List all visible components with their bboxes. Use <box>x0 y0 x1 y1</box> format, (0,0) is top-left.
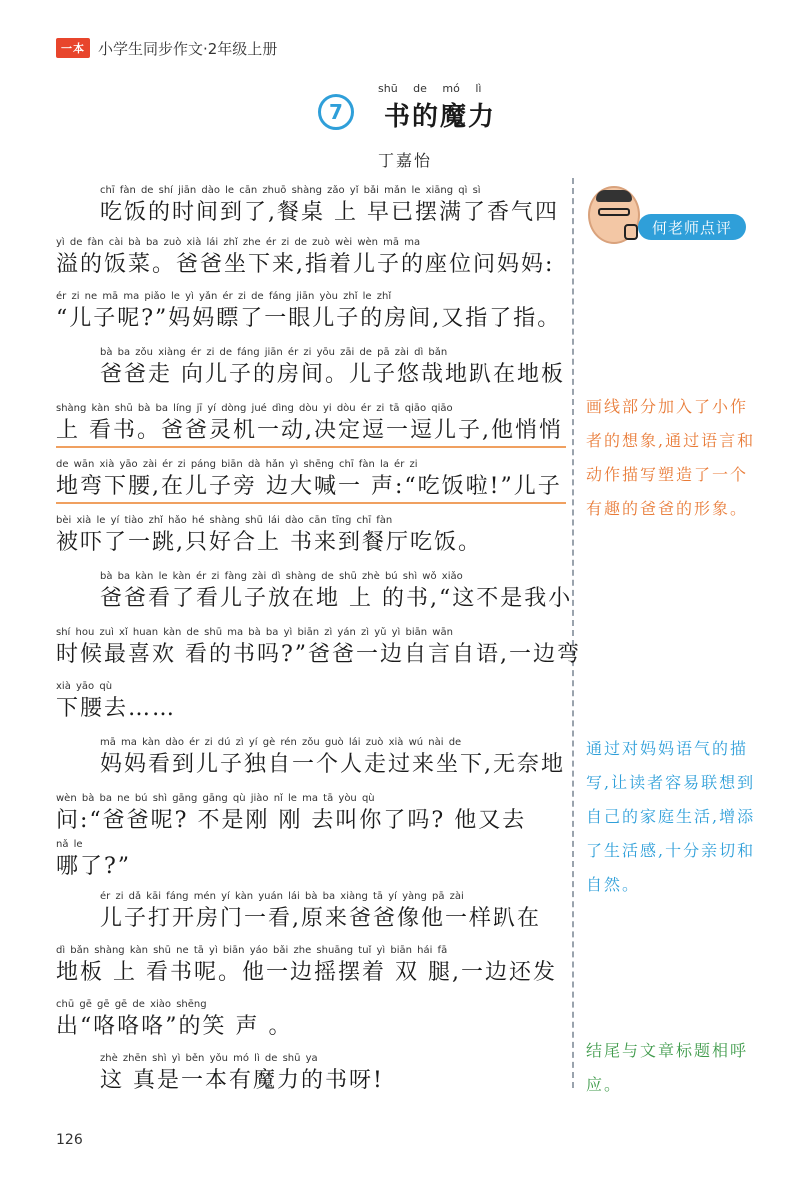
avatar-glasses <box>598 208 630 216</box>
hanzi-row: 爸爸看了看儿子放在地 上 的书,“这不是我小 <box>100 586 573 611</box>
hanzi-row: “儿子呢?”妈妈瞟了一眼儿子的房间,又指了指。 <box>56 306 562 331</box>
text-line <box>56 944 566 988</box>
essay-number: 7 <box>318 94 354 130</box>
hanzi-row: 被吓了一跳,只好合上 书来到餐厅吃饭。 <box>56 530 482 555</box>
pinyin-row: zhè zhēn shì yì běn yǒu mó lì de shū ya <box>100 1053 318 1064</box>
hanzi-row: 儿子打开房门一看,原来爸爸像他一样趴在 <box>100 906 541 931</box>
text-line <box>56 402 566 448</box>
pinyin-row: de wān xià yāo zài ér zi páng biān dà hǎn yì shēng chī fàn la ér zi <box>56 459 418 470</box>
hanzi-row-underlined: 上 看书。爸爸灵机一动,决定逗一逗儿子,他悄悄 <box>56 416 566 448</box>
text-line <box>56 514 566 558</box>
text-line <box>56 458 566 504</box>
teacher-avatar <box>588 186 640 244</box>
pinyin-row: chū gē gē gē de xiào shēng <box>56 999 207 1010</box>
comment-imagination: 画线部分加入了小作者的想象,通过语言和动作描写塑造了一个有趣的爸爸的形象。 <box>586 397 756 518</box>
pinyin-row: wèn bà ba ne bú shì gāng gāng qù jiào nǐ le ma tā yòu qù <box>56 793 375 804</box>
hanzi-row: 溢的饭菜。爸爸坐下来,指着儿子的座位问妈妈: <box>56 252 555 277</box>
pinyin-row: shí hou zuì xǐ huan kàn de shū ma bà ba yì biān zì yán zì yǔ yì biān wān <box>56 627 453 638</box>
pinyin-row: ér zi dǎ kāi fáng mén yí kàn yuán lái bà ba xiàng tā yí yàng pā zài <box>100 891 464 902</box>
avatar-hair <box>596 190 632 202</box>
text-line <box>56 184 566 228</box>
hanzi-row: 问:“爸爸呢? 不是刚 刚 去叫你了吗? 他又去 <box>56 808 527 833</box>
pinyin-row: dì bǎn shàng kàn shū ne tā yì biān yáo bǎi zhe shuāng tuǐ yì biān hái fā <box>56 945 448 956</box>
comment-ending: 结尾与文章标题相呼应。 <box>586 1041 749 1094</box>
hanzi-row: 这 真是一本有魔力的书呀! <box>100 1068 384 1093</box>
text-line <box>56 680 566 724</box>
essay-title-block <box>0 82 800 142</box>
text-line <box>56 236 566 280</box>
pinyin-row: shàng kàn shū bà ba líng jī yí dòng jué dìng dòu yi dòu ér zi tā qiāo qiāo <box>56 403 453 414</box>
teacher-review-badge: 何老师点评 <box>638 214 746 240</box>
essay-title: 书的魔力 <box>384 102 497 132</box>
pinyin-row: chī fàn de shí jiān dào le cān zhuō shàng zǎo yǐ bǎi mǎn le xiāng qì sì <box>100 185 481 196</box>
text-line <box>56 998 566 1042</box>
author-name: 丁嘉怡 <box>378 151 433 170</box>
pinyin-row: bà ba zǒu xiàng ér zi de fáng jiān ér zi yōu zāi de pā zài dì bǎn <box>100 347 448 358</box>
hanzi-row: 爸爸走 向儿子的房间。儿子悠哉地趴在地板 <box>100 362 565 387</box>
page-number: 126 <box>56 1132 83 1148</box>
pinyin-row: bèi xià le yí tiào zhǐ hǎo hé shàng shū lái dào cān tīng chī fàn <box>56 515 393 526</box>
text-line <box>56 890 566 934</box>
hanzi-row: 时候最喜欢 看的书吗?”爸爸一边自言自语,一边弯 <box>56 642 582 667</box>
page-header <box>56 36 277 60</box>
pinyin-row: nǎ le <box>56 839 83 850</box>
hanzi-row: 出“咯咯咯”的笑 声 。 <box>56 1014 293 1039</box>
text-line <box>56 290 566 334</box>
text-line <box>56 736 566 780</box>
text-line <box>56 838 566 882</box>
hanzi-row-underlined: 地弯下腰,在儿子旁 边大喊一 声:“吃饭啦!”儿子 <box>56 472 566 504</box>
comment-mother-tone: 通过对妈妈语气的描写,让读者容易联想到自己的家庭生活,增添了生活感,十分亲切和自然。 <box>586 739 756 894</box>
hanzi-row: 下腰去…… <box>56 696 177 721</box>
brand-logo: 一本 <box>56 38 90 58</box>
text-line <box>56 626 582 670</box>
pinyin-row: yì de fàn cài bà ba zuò xià lái zhǐ zhe ér zi de zuò wèi wèn mā ma <box>56 237 421 248</box>
pinyin-row: mā ma kàn dào ér zi dú zì yí gè rén zǒu guò lái zuò xià wú nài de <box>100 737 462 748</box>
text-line <box>56 346 566 390</box>
pinyin-row: ér zi ne mā ma piǎo le yì yǎn ér zi de fáng jiān yòu zhǐ le zhǐ <box>56 291 392 302</box>
essay-title-pinyin: shū de mó lì <box>378 82 482 95</box>
hanzi-row: 吃饭的时间到了,餐桌 上 早已摆满了香气四 <box>100 200 559 225</box>
pinyin-row: bà ba kàn le kàn ér zi fàng zài dì shàng de shū zhè bú shì wǒ xiǎo <box>100 571 463 582</box>
hanzi-row: 妈妈看到儿子独自一个人走过来坐下,无奈地 <box>100 752 565 777</box>
text-line <box>56 570 573 614</box>
pinyin-row: xià yāo qù <box>56 681 113 692</box>
text-line <box>56 792 566 836</box>
hanzi-row: 哪了?” <box>56 854 132 879</box>
thumbs-up-icon <box>624 224 638 240</box>
hanzi-row: 地板 上 看书呢。他一边摇摆着 双 腿,一边还发 <box>56 960 557 985</box>
teacher-review-header <box>580 184 752 250</box>
column-divider <box>572 178 574 1088</box>
book-title: 小学生同步作文·2年级上册 <box>98 39 278 58</box>
text-line <box>56 1052 566 1096</box>
